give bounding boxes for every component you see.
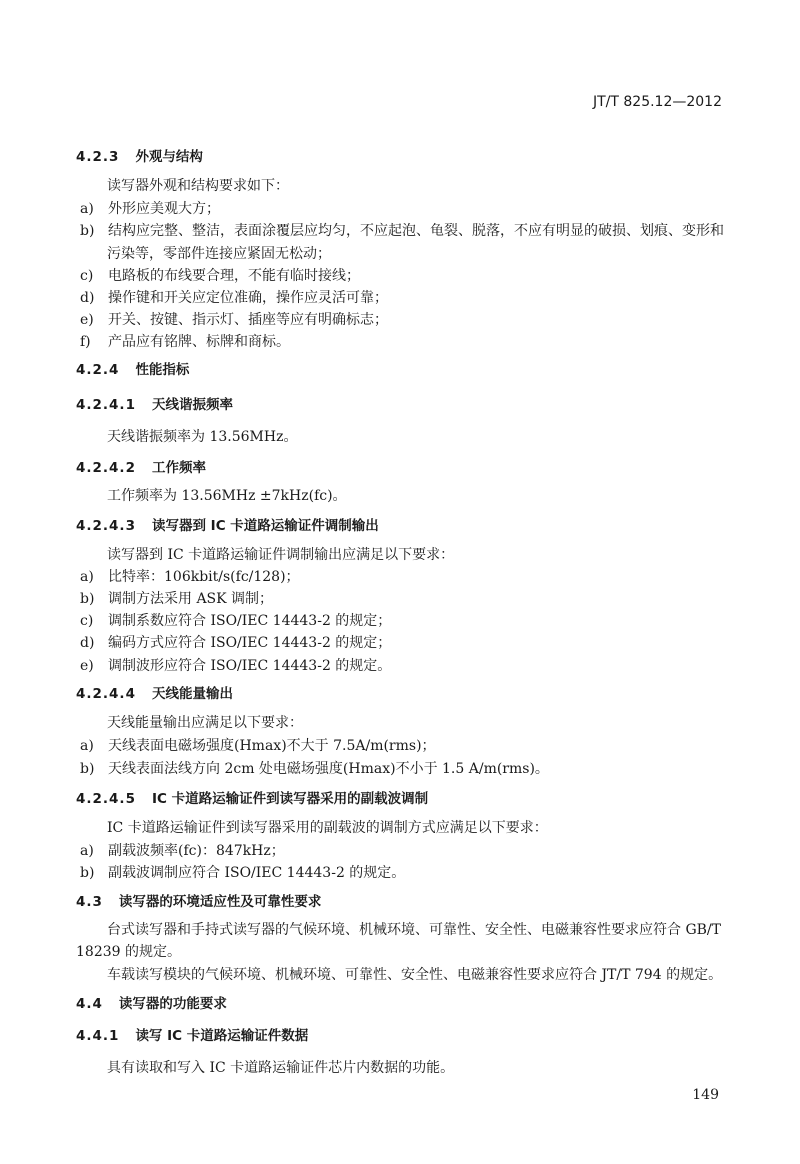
list-marker: a) (80, 569, 94, 585)
section-heading (76, 396, 233, 414)
list-item (80, 760, 549, 778)
list-item-text: 调制方法采用 ASK 调制； (108, 591, 274, 607)
paragraph-line: 天线能量输出应满足以下要求： (107, 715, 303, 731)
list-item-text: 副载波频率(fc)：847kHz； (108, 843, 285, 859)
paragraph-line: 天线谐振频率为 13.56MHz。 (107, 429, 298, 445)
list-item (80, 612, 391, 630)
section-heading (76, 361, 189, 379)
list-item-text: 调制系数应符合 ISO/IEC 14443-2 的规定； (108, 613, 392, 629)
section-title: 读写器到 IC 卡道路运输证件调制输出 (151, 518, 379, 534)
section-heading (76, 893, 321, 911)
paragraph-line: IC 卡道路运输证件到读写器采用的副载波的调制方式应满足以下要求： (107, 820, 548, 836)
paragraph-line: 具有读取和写入 IC 卡道路运输证件芯片内数据的功能。 (107, 1060, 455, 1076)
section-heading (76, 459, 206, 477)
list-item (80, 222, 724, 240)
section-title: IC 卡道路运输证件到读写器采用的副载波调制 (151, 791, 429, 807)
list-item (80, 842, 285, 860)
list-marker: c) (80, 268, 94, 284)
list-marker: a) (80, 843, 94, 859)
list-item-text: 电路板的布线要合理，不能有临时接线； (108, 268, 360, 284)
list-item (80, 267, 360, 285)
list-item (80, 657, 391, 675)
list-marker: b) (80, 591, 95, 607)
paragraph-line: 台式读写器和手持式读写器的气候环境、机械环境、可靠性、安全性、电磁兼容性要求应符合 GB/T (107, 922, 721, 938)
section-heading (76, 995, 227, 1013)
section-heading (76, 148, 203, 166)
list-marker: f) (80, 334, 91, 350)
list-item-text: 比特率：106kbit/s(fc/128)； (108, 569, 300, 585)
list-item-text: 副载波调制应符合 ISO/IEC 14443-2 的规定。 (108, 865, 406, 881)
list-item (80, 864, 405, 882)
section-number: 4.2.4.5 (76, 791, 136, 807)
list-item-text: 操作键和开关应定位准确，操作应灵活可靠； (108, 290, 388, 306)
paragraph-line: 车载读写模块的气候环境、机械环境、可靠性、安全性、电磁兼容性要求应符合 JT/T 794 的规定。 (107, 967, 723, 983)
list-item-text: 天线表面法线方向 2cm 处电磁场强度(Hmax)不小于 1.5 A/m(rms)。 (108, 761, 549, 777)
list-marker: d) (80, 635, 95, 651)
list-marker: d) (80, 290, 95, 306)
section-heading (76, 685, 233, 703)
section-number: 4.2.4.3 (76, 518, 136, 534)
section-title: 读写器的功能要求 (118, 996, 227, 1012)
section-heading (76, 790, 428, 808)
paragraph-line: 读写器外观和结构要求如下： (107, 178, 289, 194)
list-item (80, 333, 290, 351)
list-item-text: 外形应美观大方； (108, 201, 220, 217)
list-marker: a) (80, 738, 94, 754)
list-item (80, 311, 388, 329)
list-marker: c) (80, 613, 94, 629)
page-number: 149 (692, 1087, 719, 1103)
list-item-text: 产品应有铭牌、标牌和商标。 (108, 334, 290, 350)
standard-code: JT/T 825.12—2012 (592, 94, 722, 110)
list-item (80, 200, 220, 218)
section-heading (76, 517, 379, 535)
list-item (80, 568, 300, 586)
section-number: 4.4.1 (76, 1028, 120, 1044)
list-item-text: 调制波形应符合 ISO/IEC 14443-2 的规定。 (108, 658, 392, 674)
list-marker: b) (80, 865, 95, 881)
list-item (80, 737, 436, 755)
paragraph-line: 工作频率为 13.56MHz ±7kHz(fc)。 (107, 488, 347, 504)
section-title: 工作频率 (151, 460, 206, 476)
list-item-text: 天线表面电磁场强度(Hmax)不大于 7.5A/m(rms)； (108, 738, 436, 754)
section-number: 4.2.4.2 (76, 460, 136, 476)
section-title: 性能指标 (135, 362, 190, 378)
list-item (80, 289, 388, 307)
section-number: 4.2.4.4 (76, 686, 136, 702)
section-number: 4.2.3 (76, 149, 120, 165)
list-item-text: 编码方式应符合 ISO/IEC 14443-2 的规定； (108, 635, 392, 651)
section-number: 4.2.4.1 (76, 397, 136, 413)
list-marker: b) (80, 223, 95, 239)
section-heading (76, 1027, 308, 1045)
list-item (80, 590, 273, 608)
list-marker: a) (80, 201, 94, 217)
list-item-text: 开关、按键、指示灯、插座等应有明确标志； (108, 312, 388, 328)
list-marker: e) (80, 312, 94, 328)
list-item-text: 结构应完整、整洁，表面涂覆层应均匀，不应起泡、龟裂、脱落，不应有明显的破损、划痕、变形和 (108, 223, 724, 239)
paragraph-line: 污染等，零部件连接应紧固无松动； (107, 246, 331, 262)
paragraph-line: 读写器到 IC 卡道路运输证件调制输出应满足以下要求： (107, 547, 455, 563)
section-title: 天线谐振频率 (151, 397, 233, 413)
section-number: 4.3 (76, 894, 103, 910)
section-title: 外观与结构 (135, 149, 203, 165)
section-number: 4.4 (76, 996, 103, 1012)
list-marker: b) (80, 761, 95, 777)
section-title: 读写器的环境适应性及可靠性要求 (118, 894, 322, 910)
list-marker: e) (80, 658, 94, 674)
section-number: 4.2.4 (76, 362, 120, 378)
section-title: 读写 IC 卡道路运输证件数据 (135, 1028, 309, 1044)
list-item (80, 634, 391, 652)
section-title: 天线能量输出 (151, 686, 233, 702)
paragraph-line: 18239 的规定。 (76, 944, 181, 960)
